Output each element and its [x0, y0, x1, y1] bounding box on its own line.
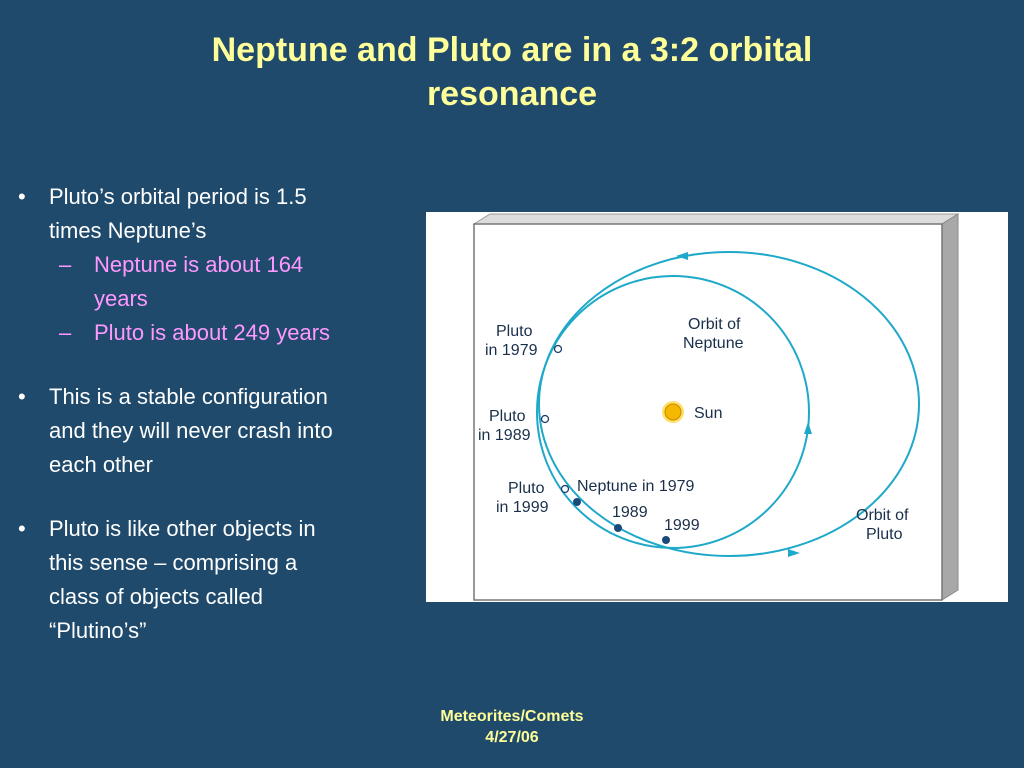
slide-footer [412, 706, 612, 748]
bullet-mark: • [18, 184, 26, 209]
pluto-1989-marker [542, 416, 549, 423]
bullet-text: class of objects called [49, 584, 263, 609]
bullet-list [18, 180, 423, 648]
neptune-1989-label: 1989 [612, 504, 648, 521]
bullet-text: This is a stable configuration [49, 384, 328, 409]
frame-top-bevel [474, 214, 958, 224]
neptune-1999-label: 1999 [664, 517, 700, 534]
sub-bullet-item [49, 248, 423, 316]
frame-side-bevel [942, 214, 958, 600]
footer-course: Meteorites/Comets [440, 708, 584, 725]
dash-mark: – [59, 252, 72, 277]
footer-date: 4/27/06 [485, 729, 539, 746]
sub-bullet-text: Neptune is about 164 [94, 252, 304, 277]
pluto-1979-marker [555, 346, 562, 353]
dash-mark: – [59, 320, 72, 345]
bullet-text: times Neptune’s [49, 218, 207, 243]
sun-label: Sun [694, 405, 723, 422]
orbit-diagram [426, 212, 1008, 602]
slide-title [60, 28, 964, 116]
sub-bullet-item [49, 316, 423, 350]
bullet-text: Pluto’s orbital period is 1.5 [49, 184, 307, 209]
bullet-text: “Plutino’s” [49, 618, 147, 643]
orbit-of-neptune-label: Orbit of Neptune [683, 316, 744, 352]
bullet-mark: • [18, 384, 26, 409]
sub-bullet-list [49, 248, 423, 350]
title-line-1: Neptune and Pluto are in a 3:2 orbital [211, 31, 813, 69]
bullet-mark: • [18, 516, 26, 541]
neptune-1999-marker [662, 536, 670, 544]
pluto-1989-label: Pluto in 1989 [478, 408, 531, 444]
pluto-1999-marker [562, 486, 569, 493]
neptune-1979-marker [573, 498, 581, 506]
sub-bullet-text: Pluto is about 249 years [94, 320, 331, 345]
bullet-text: this sense – comprising a [49, 550, 298, 575]
pluto-1999-label: Pluto in 1999 [496, 480, 549, 516]
sub-bullet-text: years [94, 286, 148, 311]
orbit-of-pluto-label: Orbit of Pluto [856, 507, 909, 543]
sun-icon [662, 401, 684, 423]
neptune-1979-label: Neptune in 1979 [577, 478, 695, 495]
bullet-item [18, 180, 423, 350]
bullet-text: each other [49, 452, 153, 477]
bullet-text: and they will never crash into [49, 418, 333, 443]
orbit-diagram-svg [426, 212, 1008, 602]
neptune-1989-marker [614, 524, 622, 532]
bullet-item [18, 380, 423, 482]
pluto-1979-label: Pluto in 1979 [485, 323, 538, 359]
bullet-item [18, 512, 423, 648]
bullet-text: Pluto is like other objects in [49, 516, 316, 541]
title-line-2: resonance [426, 75, 598, 113]
